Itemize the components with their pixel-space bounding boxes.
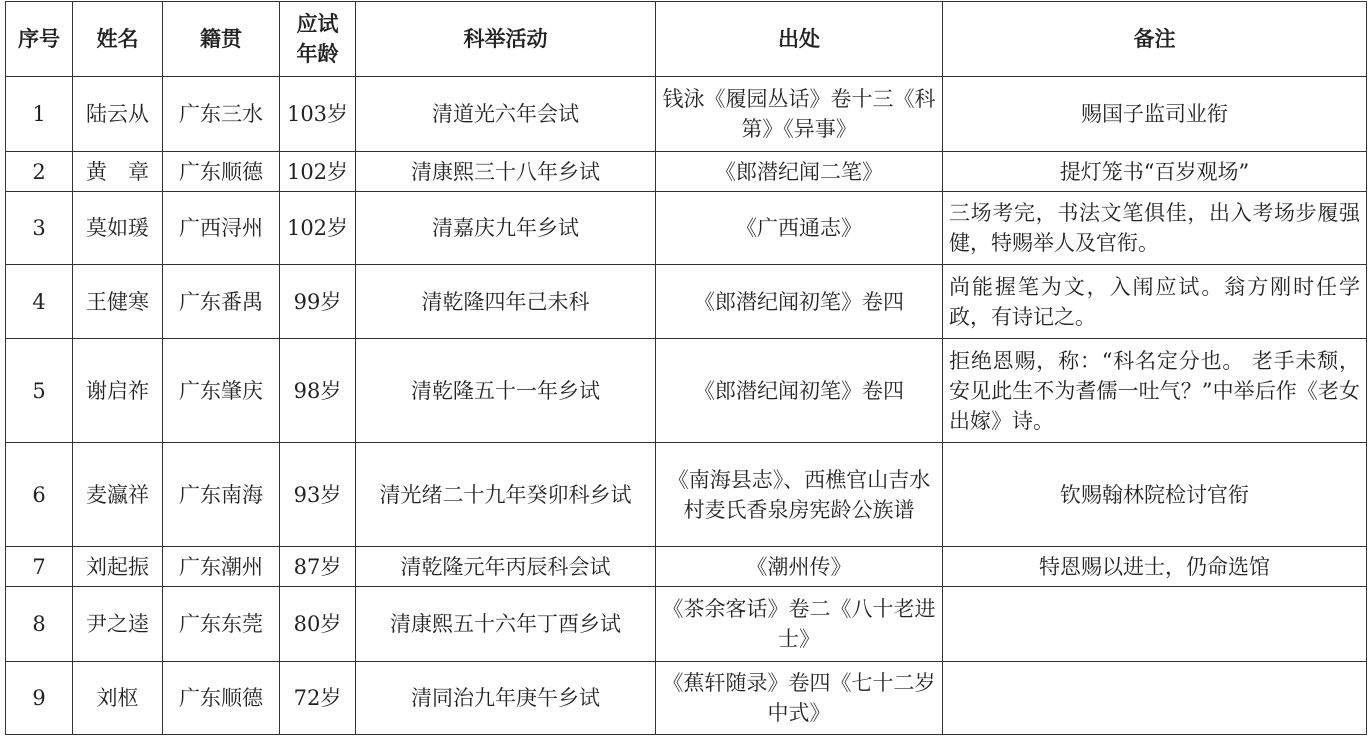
cell-note: 钦赐翰林院检讨官衔 xyxy=(943,443,1367,547)
cell-age: 87岁 xyxy=(280,547,356,587)
cell-name: 刘枢 xyxy=(73,662,163,735)
cell-source: 《茶余客话》卷二《八十老进士》 xyxy=(656,587,943,662)
cell-no: 6 xyxy=(6,443,73,547)
cell-note: 尚能握笔为文，入闱应试。翁方刚时任学政，有诗记之。 xyxy=(943,265,1367,339)
cell-source: 《潮州传》 xyxy=(656,547,943,587)
header-activity: 科举活动 xyxy=(356,2,656,77)
table-row xyxy=(6,265,1367,339)
cell-note xyxy=(943,587,1367,662)
cell-no: 4 xyxy=(6,265,73,339)
cell-age: 80岁 xyxy=(280,587,356,662)
cell-note: 赐国子监司业衔 xyxy=(943,77,1367,152)
table-row xyxy=(6,192,1367,265)
cell-source: 《蕉轩随录》卷四《七十二岁中式》 xyxy=(656,662,943,735)
cell-origin: 广东三水 xyxy=(163,77,280,152)
header-name: 姓名 xyxy=(73,2,163,77)
cell-name: 麦瀛祥 xyxy=(73,443,163,547)
table-row xyxy=(6,77,1367,152)
records-table xyxy=(5,1,1367,735)
cell-origin: 广东顺德 xyxy=(163,152,280,192)
table-row xyxy=(6,547,1367,587)
cell-note: 特恩赐以进士，仍命选馆 xyxy=(943,547,1367,587)
header-source: 出处 xyxy=(656,2,943,77)
table-row xyxy=(6,152,1367,192)
cell-name: 莫如瑗 xyxy=(73,192,163,265)
cell-activity: 清嘉庆九年乡试 xyxy=(356,192,656,265)
cell-origin: 广东东莞 xyxy=(163,587,280,662)
cell-source: 《郎潜纪闻二笔》 xyxy=(656,152,943,192)
cell-age: 72岁 xyxy=(280,662,356,735)
cell-note xyxy=(943,662,1367,735)
cell-source: 《广西通志》 xyxy=(656,192,943,265)
cell-origin: 广西浔州 xyxy=(163,192,280,265)
cell-no: 3 xyxy=(6,192,73,265)
cell-source: 钱泳《履园丛话》卷十三《科第》《异事》 xyxy=(656,77,943,152)
cell-origin: 广东潮州 xyxy=(163,547,280,587)
cell-note: 三场考完，书法文笔俱佳，出入考场步履强健，特赐举人及官衔。 xyxy=(943,192,1367,265)
cell-activity: 清道光六年会试 xyxy=(356,77,656,152)
cell-no: 9 xyxy=(6,662,73,735)
header-origin: 籍贯 xyxy=(163,2,280,77)
cell-source: 《南海县志》、西樵官山吉水村麦氏香泉房宪龄公族谱 xyxy=(656,443,943,547)
cell-age: 102岁 xyxy=(280,192,356,265)
cell-origin: 广东顺德 xyxy=(163,662,280,735)
header-row xyxy=(6,2,1367,77)
cell-name: 陆云从 xyxy=(73,77,163,152)
table-row xyxy=(6,339,1367,443)
cell-activity: 清同治九年庚午乡试 xyxy=(356,662,656,735)
cell-origin: 广东肇庆 xyxy=(163,339,280,443)
cell-no: 2 xyxy=(6,152,73,192)
cell-age: 99岁 xyxy=(280,265,356,339)
cell-age: 103岁 xyxy=(280,77,356,152)
cell-name: 刘起振 xyxy=(73,547,163,587)
cell-name: 王健寒 xyxy=(73,265,163,339)
cell-note: 提灯笼书“百岁观场” xyxy=(943,152,1367,192)
cell-source: 《郎潜纪闻初笔》卷四 xyxy=(656,339,943,443)
cell-name: 尹之逵 xyxy=(73,587,163,662)
cell-origin: 广东南海 xyxy=(163,443,280,547)
cell-source: 《郎潜纪闻初笔》卷四 xyxy=(656,265,943,339)
table-row xyxy=(6,443,1367,547)
cell-name: 黄 章 xyxy=(73,152,163,192)
cell-activity: 清光绪二十九年癸卯科乡试 xyxy=(356,443,656,547)
cell-name: 谢启祚 xyxy=(73,339,163,443)
cell-activity: 清乾隆元年丙辰科会试 xyxy=(356,547,656,587)
cell-age: 93岁 xyxy=(280,443,356,547)
cell-age: 98岁 xyxy=(280,339,356,443)
header-age: 应试年龄 xyxy=(280,2,356,77)
cell-activity: 清康熙三十八年乡试 xyxy=(356,152,656,192)
cell-no: 8 xyxy=(6,587,73,662)
table-row xyxy=(6,587,1367,662)
cell-age: 102岁 xyxy=(280,152,356,192)
header-note: 备注 xyxy=(943,2,1367,77)
cell-origin: 广东番禺 xyxy=(163,265,280,339)
cell-activity: 清乾隆四年己未科 xyxy=(356,265,656,339)
cell-no: 5 xyxy=(6,339,73,443)
cell-activity: 清乾隆五十一年乡试 xyxy=(356,339,656,443)
cell-note: 拒绝恩赐，称：“科名定分也。 老手未颓，安见此生不为耆儒一吐气？”中举后作《老女出嫁》诗。 xyxy=(943,339,1367,443)
header-no: 序号 xyxy=(6,2,73,77)
cell-no: 7 xyxy=(6,547,73,587)
table-row xyxy=(6,662,1367,735)
cell-activity: 清康熙五十六年丁酉乡试 xyxy=(356,587,656,662)
cell-no: 1 xyxy=(6,77,73,152)
